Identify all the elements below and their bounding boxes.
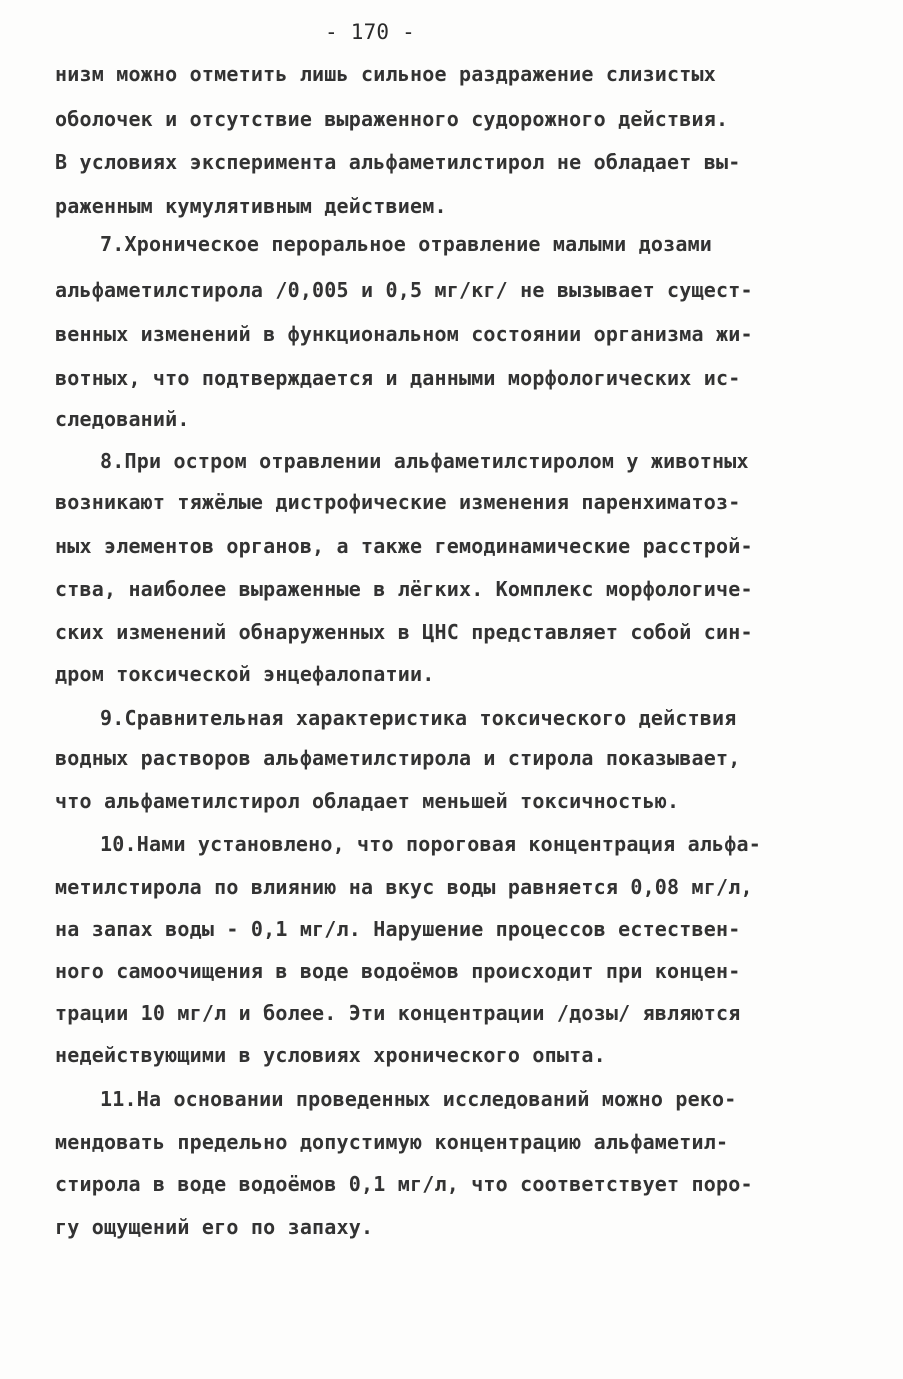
- text-line: альфаметилстирола /0,005 и 0,5 мг/кг/ не вызывает сущест-: [55, 278, 753, 302]
- text-line: следований.: [55, 407, 190, 431]
- paragraph-11-first-line: 11.На основании проведенных исследований можно реко-: [100, 1087, 737, 1111]
- text-line: недействующими в условиях хронического опыта.: [55, 1043, 606, 1067]
- text-line: низм можно отметить лишь сильное раздражение слизистых: [55, 62, 717, 86]
- text-line: возникают тяжёлые дистрофические изменения паренхиматоз-: [55, 490, 741, 514]
- text-line: гу ощущений его по запаху.: [55, 1215, 374, 1239]
- text-line: что альфаметилстирол обладает меньшей токсичностью.: [55, 789, 680, 813]
- paragraph-7-first-line: 7.Хроническое пероральное отравление малыми дозами: [100, 232, 713, 256]
- text-line: водных растворов альфаметилстирола и стирола показывает,: [55, 746, 741, 770]
- text-line: метилстирола по влиянию на вкус воды равняется 0,08 мг/л,: [55, 875, 753, 899]
- page-number: - 170 -: [325, 20, 415, 44]
- text-line: ных элементов органов, а также гемодинамические расстрой-: [55, 534, 753, 558]
- paragraph-9-first-line: 9.Сравнительная характеристика токсического действия: [100, 706, 737, 730]
- text-line: стирола в воде водоёмов 0,1 мг/л, что соответствует поро-: [55, 1172, 753, 1196]
- paragraph-8-first-line: 8.При остром отравлении альфаметилстиролом у животных: [100, 449, 749, 473]
- text-line: В условиях эксперимента альфаметилстирол не обладает вы-: [55, 150, 741, 174]
- text-line: венных изменений в функциональном состоянии организма жи-: [55, 322, 753, 346]
- text-line: оболочек и отсутствие выраженного судорожного действия.: [55, 107, 729, 131]
- text-line: на запах воды - 0,1 мг/л. Нарушение процессов естествен-: [55, 917, 741, 941]
- text-line: вотных, что подтверждается и данными морфологических ис-: [55, 366, 741, 390]
- text-line: мендовать предельно допустимую концентрацию альфаметил-: [55, 1130, 729, 1154]
- text-line: дром токсической энцефалопатии.: [55, 662, 435, 686]
- text-line: раженным кумулятивным действием.: [55, 194, 447, 218]
- text-line: трации 10 мг/л и более. Эти концентрации /дозы/ являются: [55, 1001, 741, 1025]
- text-line: ства, наиболее выраженные в лёгких. Комплекс морфологиче-: [55, 577, 753, 601]
- text-line: ских изменений обнаруженных в ЦНС представляет собой син-: [55, 620, 753, 644]
- text-line: ного самоочищения в воде водоёмов происходит при концен-: [55, 959, 741, 983]
- paragraph-10-first-line: 10.Нами установлено, что пороговая концентрация альфа-: [100, 832, 762, 856]
